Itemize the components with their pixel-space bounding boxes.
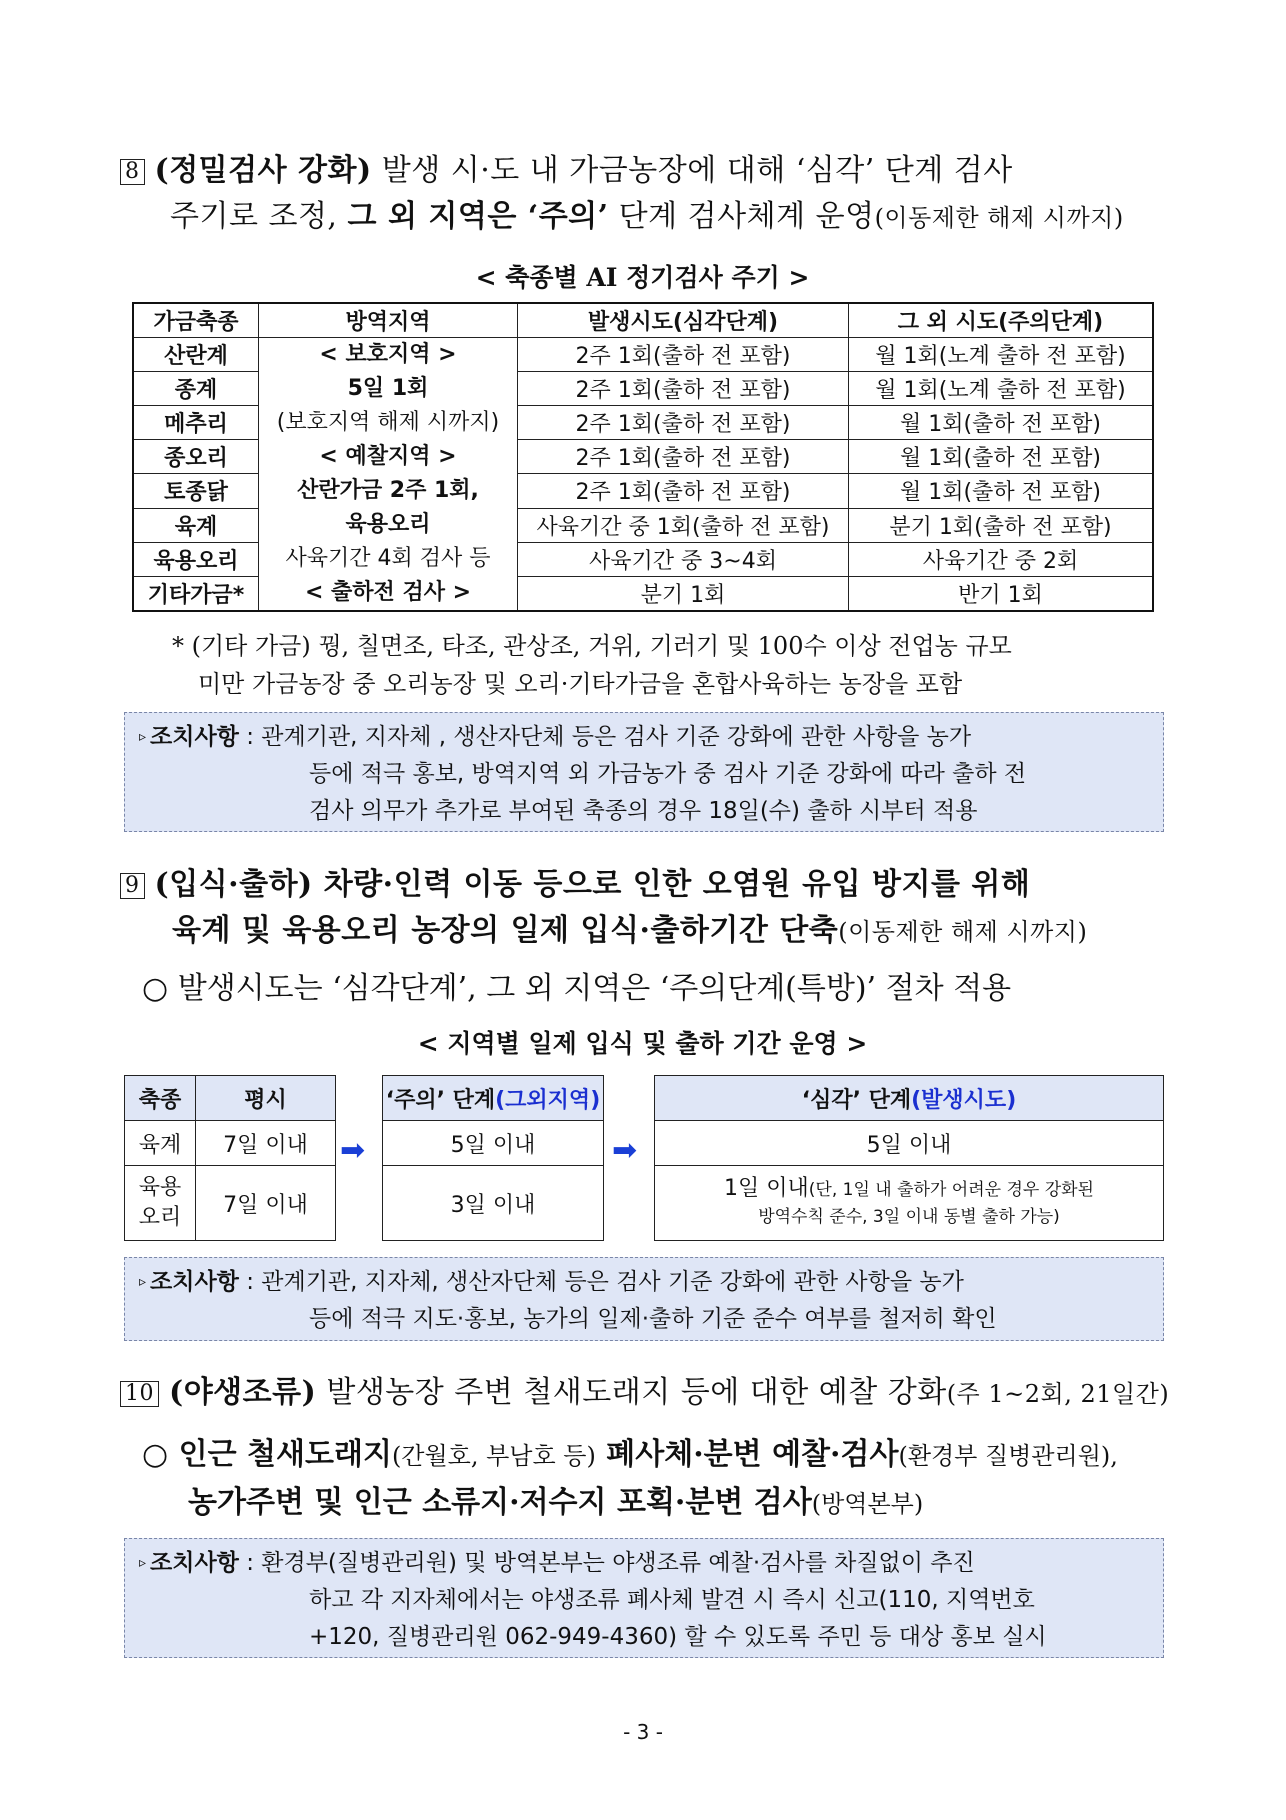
zone-line: 산란가금 2주 1회,	[297, 478, 479, 503]
action-text: 등에 적극 홍보, 방역지역 외 가금농가 중 검사 기준 강화에 따라 출하 전	[309, 761, 1027, 787]
header-serious-b: (발생시도)	[911, 1087, 1017, 1113]
serious-cell: 2주 1회(출하 전 포함)	[518, 406, 849, 440]
caution-cell: 월 1회(출하 전 포함)	[849, 406, 1154, 440]
header-serious-a: ‘심각’ 단계	[801, 1087, 912, 1113]
sec10-action-box	[124, 1538, 1164, 1658]
serious-cell: 2주 1회(출하 전 포함)	[518, 474, 849, 508]
action-label: 조치사항	[150, 724, 239, 750]
table-row	[655, 1121, 1164, 1166]
sec8-title-bold: (정밀검사 강화)	[154, 153, 372, 188]
sec9-heading	[120, 862, 1180, 908]
normal-cell: 7일 이내	[196, 1166, 336, 1241]
caution-cell: 반기 1회	[849, 576, 1154, 611]
sec8-note-line1: * (기타 가금) 꿩, 칠면조, 타조, 관상조, 거위, 기러기 및 100수 이상 전업농 규모	[172, 632, 1012, 660]
action-label: 조치사항	[150, 1269, 239, 1295]
sec8-line2-a: 주기로 조정,	[170, 199, 348, 234]
sec9-heading-line2	[172, 908, 1182, 955]
zone-line: 사육기간 4회 검사 등	[285, 546, 491, 571]
sec8-number: 8	[120, 159, 145, 185]
action-line	[139, 1545, 1149, 1582]
sec8-line2-b: 그 외 지역은 ‘주의’	[347, 199, 609, 234]
kind-cell: 종계	[133, 372, 259, 406]
sec10-bullet-line2-small: (방역본부)	[811, 1490, 924, 1518]
serious-cell: 5일 이내	[655, 1121, 1164, 1166]
kind-cell: 기타가금*	[133, 576, 259, 611]
header-caution: 그 외 시도(주의단계)	[849, 303, 1154, 338]
zone-line: < 예찰지역 >	[319, 444, 457, 469]
sec9-bullet: ○ 발생시도는 ‘심각단계’, 그 외 지역은 ‘주의단계(특방)’ 절차 적용	[142, 971, 1012, 1006]
sec9-title: (입식·출하) 차량·인력 이동 등으로 인한 오염원 유입 방지를 위해	[154, 867, 1031, 902]
kind-cell: 종오리	[133, 440, 259, 474]
sec9-line2: 육계 및 육용오리 농장의 일제 입식·출하기간 단축	[172, 913, 839, 948]
action-text: 등에 적극 지도·홍보, 농가의 일제·출하 기준 준수 여부를 철저히 확인	[309, 1306, 997, 1332]
action-text: +120, 질병관리원 062-949-4360) 할 수 있도록 주민 등 대상 홍보 실시	[309, 1624, 1047, 1650]
serious-cell	[655, 1166, 1164, 1241]
caution-cell: 사육기간 중 2회	[849, 542, 1154, 576]
zone-line: 육용오리	[345, 512, 431, 537]
kind-cell: 육계	[125, 1121, 196, 1166]
sec8-action-box	[124, 712, 1164, 832]
action-line	[139, 719, 1149, 756]
zone-cell	[259, 338, 518, 612]
right-arrow-icon: ➡	[340, 1133, 366, 1168]
serious-cell: 사육기간 중 1회(출하 전 포함)	[518, 508, 849, 542]
table-row	[125, 1166, 336, 1241]
header-caution	[383, 1076, 604, 1121]
sec9-number: 9	[120, 873, 145, 899]
kind-cell: 육용 오리	[125, 1166, 196, 1241]
serious-main: 1일 이내	[724, 1176, 809, 1201]
serious-cell: 2주 1회(출하 전 포함)	[518, 440, 849, 474]
triangle-icon: ▹	[139, 1274, 147, 1290]
caution-cell: 5일 이내	[383, 1121, 604, 1166]
serious-cell: 분기 1회	[518, 576, 849, 611]
page-number: - 3 -	[623, 1720, 663, 1744]
zone-line: < 출하전 검사 >	[304, 580, 472, 605]
caution-cell: 월 1회(출하 전 포함)	[849, 440, 1154, 474]
right-arrow-icon: ➡	[612, 1133, 638, 1168]
sec10-bullet-line2-text: 농가주변 및 인근 소류지·저수지 포획·분변 검사	[188, 1485, 812, 1520]
table-row	[655, 1166, 1164, 1241]
normal-period-table	[124, 1075, 336, 1241]
kind-cell: 육용오리	[133, 542, 259, 576]
sec10-bullet-line2	[188, 1480, 1188, 1527]
zone-line: 5일 1회	[347, 376, 429, 401]
sec9-table-title: < 지역별 일제 입식 및 출하 기간 운영 >	[417, 1029, 868, 1058]
table-row	[125, 1121, 336, 1166]
triangle-icon: ▹	[139, 1555, 147, 1571]
sec8-line2-c: 단계 검사체계 운영	[608, 199, 875, 234]
caution-cell: 분기 1회(출하 전 포함)	[849, 508, 1154, 542]
sec8-title-rest: 발생 시·도 내 가금농장에 대해 ‘심각’ 단계 검사	[371, 153, 1013, 188]
sec8-table-title: < 축종별 AI 정기검사 주기 >	[475, 263, 810, 292]
serious-cell: 2주 1회(출하 전 포함)	[518, 372, 849, 406]
kind-cell: 토종닭	[133, 474, 259, 508]
sec10-bullet-b: 폐사체·분변 예찰·검사	[595, 1437, 899, 1472]
caution-period-table	[382, 1075, 604, 1241]
caution-cell: 3일 이내	[383, 1166, 604, 1241]
action-text: 하고 각 지자체에서는 야생조류 폐사체 발견 시 즉시 신고(110, 지역번호	[309, 1587, 1035, 1613]
header-serious: 발생시도(심각단계)	[518, 303, 849, 338]
kind-cell: 산란계	[133, 338, 259, 372]
triangle-icon: ▹	[139, 729, 147, 745]
sec10-bullet	[142, 1432, 1182, 1479]
action-line	[139, 1264, 1149, 1301]
zone-line: < 보호지역 >	[319, 342, 457, 367]
zone-line: (보호지역 해제 시까지)	[276, 410, 500, 435]
sec10-title-small: (주 1~2회, 21일간)	[946, 1380, 1170, 1408]
sec9-line2-small: (이동제한 해제 시까지)	[838, 918, 1088, 946]
header-serious	[655, 1076, 1164, 1121]
action-text: : 환경부(질병관리원) 및 방역본부는 야생조류 예찰·검사를 차질없이 추진	[246, 1550, 975, 1576]
sec8-note-line2: 미만 가금농장 중 오리농장 및 오리·기타가금을 혼합사육하는 농장을 포함	[198, 670, 963, 698]
action-label: 조치사항	[150, 1550, 239, 1576]
sec8-heading	[120, 148, 1170, 194]
header-normal: 평시	[196, 1076, 336, 1121]
action-text: : 관계기관, 지자체, 생산자단체 등은 검사 기준 강화에 관한 사항을 농가	[246, 1269, 964, 1295]
caution-cell: 월 1회(노계 출하 전 포함)	[849, 372, 1154, 406]
header-caution-a: ‘주의’ 단계	[385, 1087, 496, 1113]
table-row	[383, 1166, 604, 1241]
header-caution-b: (그외지역)	[495, 1087, 601, 1113]
sec10-title-rest: 발생농장 주변 철새도래지 등에 대한 예찰 강화	[316, 1375, 947, 1410]
header-kind: 축종	[125, 1076, 196, 1121]
sec10-number: 10	[120, 1381, 159, 1407]
sec10-heading	[120, 1370, 1180, 1417]
normal-cell: 7일 이내	[196, 1121, 336, 1166]
serious-cell: 2주 1회(출하 전 포함)	[518, 338, 849, 372]
serious-note: (단, 1일 내 출하가 어려운 경우 강화된	[808, 1180, 1094, 1200]
kind-cell: 육계	[133, 508, 259, 542]
sec10-title-bold: (야생조류)	[169, 1375, 317, 1410]
sec9-action-box	[124, 1257, 1164, 1341]
sec10-bullet-a: ○ 인근 철새도래지	[142, 1437, 392, 1472]
serious-cell: 사육기간 중 3~4회	[518, 542, 849, 576]
kind-cell: 메추리	[133, 406, 259, 440]
caution-cell: 월 1회(출하 전 포함)	[849, 474, 1154, 508]
sec10-bullet-a-small: (간월호, 부남호 등)	[391, 1442, 596, 1470]
inspection-cycle-table	[132, 302, 1154, 612]
sec8-heading-line2	[170, 194, 1180, 241]
caution-cell: 월 1회(노계 출하 전 포함)	[849, 338, 1154, 372]
serious-period-table	[654, 1075, 1164, 1241]
sec8-line2-small: (이동제한 해제 시까지)	[874, 204, 1124, 232]
action-text: 검사 의무가 추가로 부여된 축종의 경우 18일(수) 출하 시부터 적용	[309, 798, 978, 824]
table-row	[133, 338, 1153, 372]
action-text: : 관계기관, 지자체 , 생산자단체 등은 검사 기준 강화에 관한 사항을 농가	[246, 724, 972, 750]
sec10-bullet-b-small: (환경부 질병관리원),	[898, 1442, 1118, 1470]
header-zone: 방역지역	[259, 303, 518, 338]
serious-note: 방역수칙 준수, 3일 이내 동별 출하 가능)	[758, 1207, 1060, 1227]
header-kind: 가금축종	[133, 303, 259, 338]
table-row	[383, 1121, 604, 1166]
